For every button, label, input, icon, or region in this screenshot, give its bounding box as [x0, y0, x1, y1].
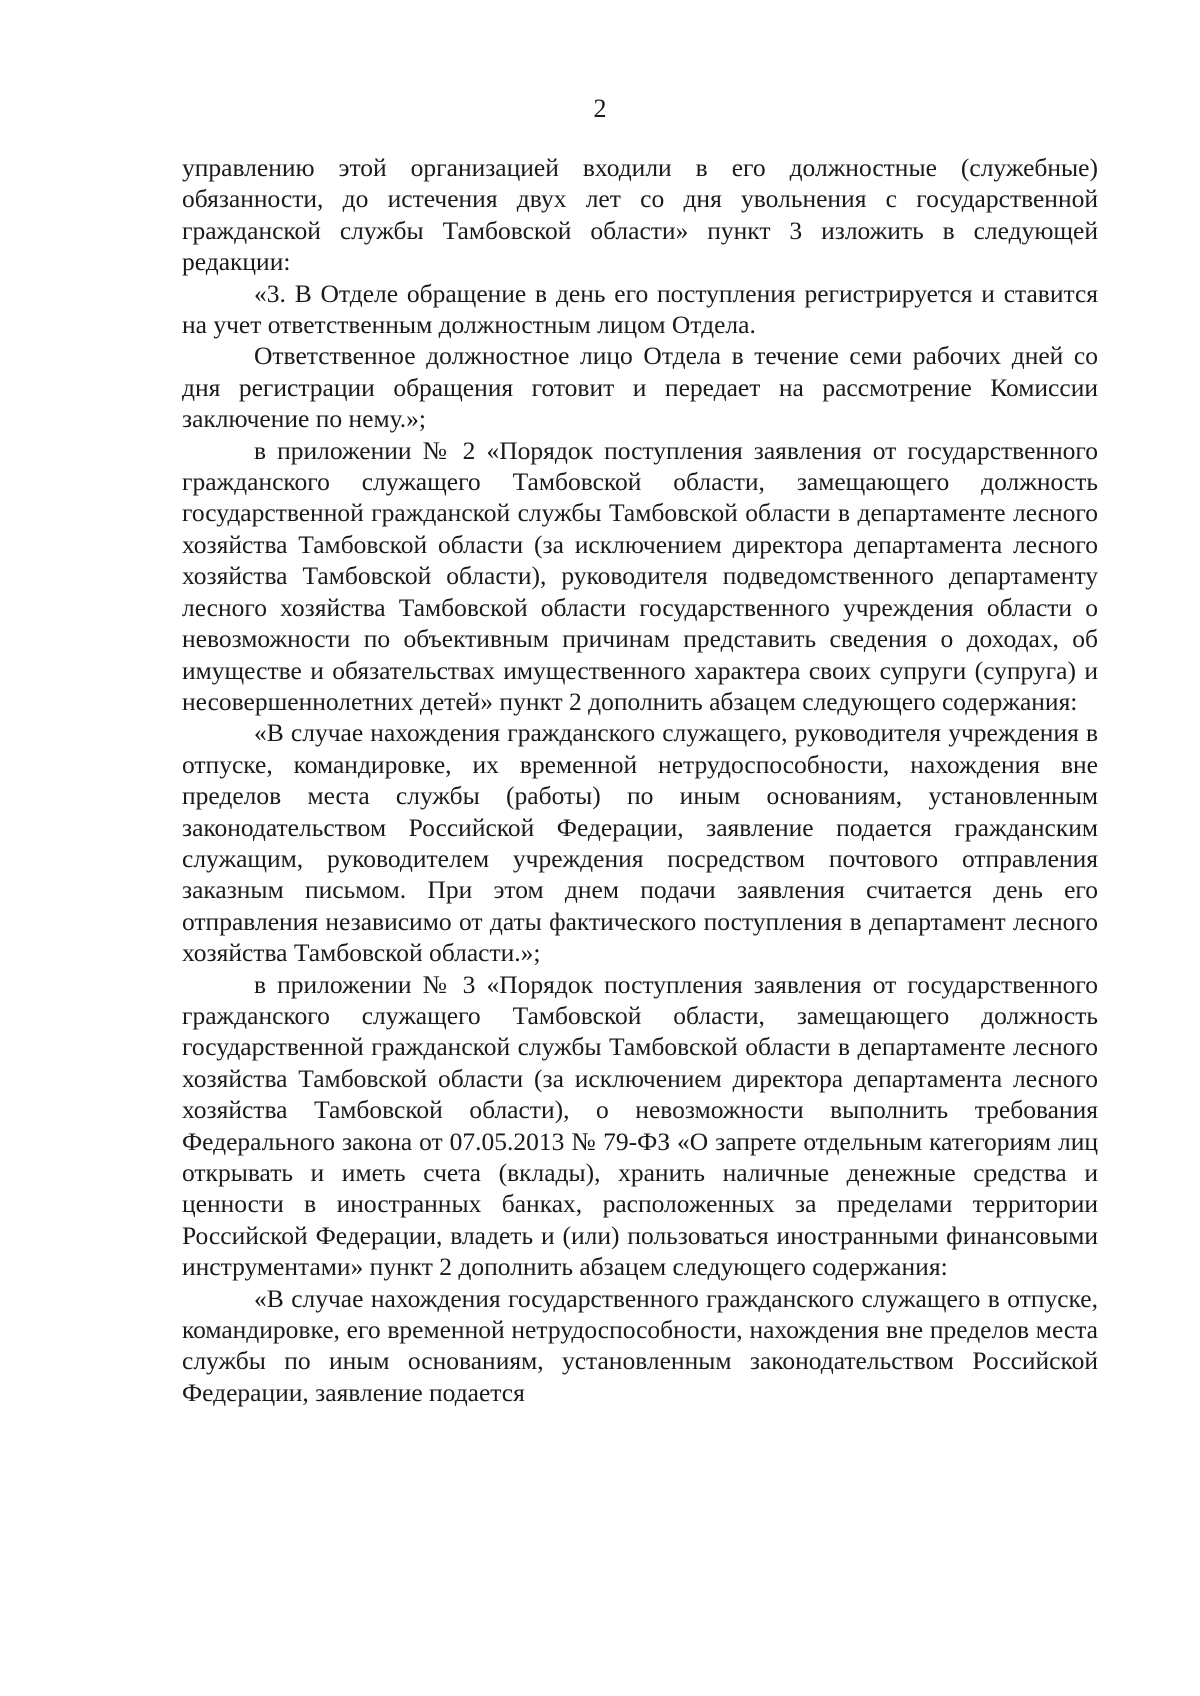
paragraph-point-3: «3. В Отделе обращение в день его поступления регистрируется и ставится на учет ответственным должностным лицом Отдела.: [182, 278, 1098, 340]
document-body: [182, 152, 1098, 1408]
page-number: 2: [593, 94, 607, 123]
paragraph-appendix-3-addition: «В случае нахождения государственного гражданского служащего в отпуске, командировке, его временной нетрудоспособности, нахождения вне пределов места службы по иным основаниям, установленным законодательством Российской Федерации, заявление подается: [182, 1283, 1098, 1407]
paragraph-continuation: управлению этой организацией входили в его должностные (служебные) обязанности, до истечения двух лет со дня увольнения с государственной гражданской службы Тамбовской области» пункт 3 изложить в следующей редакции:: [182, 153, 1098, 277]
paragraph-responsible-person: Ответственное должностное лицо Отдела в течение семи рабочих дней со дня регистрации обращения готовит и передает на рассмотрение Комиссии заключение по нему.»;: [182, 341, 1098, 434]
paragraph-appendix-2: в приложении № 2 «Порядок поступления заявления от государственного гражданского служащего Тамбовской области, замещающего должность государственной гражданской службы Тамбовской области в департаменте лесного хозяйства Тамбовской области (за исключением директора департамента лесного хозяйства Тамбовской области), руководителя подведомственного департаменту лесного хозяйства Тамбовской области государственного учреждения области о невозможности по объективным причинам представить сведения о доходах, об имуществе и обязательствах имущественного характера своих супруги (супруга) и несовершеннолетних детей» пункт 2 дополнить абзацем следующего содержания:: [182, 435, 1098, 716]
paragraph-appendix-2-addition: «В случае нахождения гражданского служащего, руководителя учреждения в отпуске, командировке, их временной нетрудоспособности, нахождения вне пределов места службы (работы) по иным основаниям, установленным законодательством Российской Федерации, заявление подается гражданским служащим, руководителем учреждения посредством почтового отправления заказным письмом. При этом днем подачи заявления считается день его отправления независимо от даты фактического поступления в департамент лесного хозяйства Тамбовской области.»;: [182, 718, 1098, 968]
paragraph-appendix-3: в приложении № 3 «Порядок поступления заявления от государственного гражданского служащего Тамбовской области, замещающего должность государственной гражданской службы Тамбовской области в департаменте лесного хозяйства Тамбовской области (за исключением директора департамента лесного хозяйства Тамбовской области), о невозможности выполнить требования Федерального закона от 07.05.2013 № 79-ФЗ «О запрете отдельным категориям лиц открывать и иметь счета (вклады), хранить наличные денежные средства и ценности в иностранных банках, расположенных за пределами территории Российской Федерации, владеть и (или) пользоваться иностранными финансовыми инструментами» пункт 2 дополнить абзацем следующего содержания:: [182, 969, 1098, 1282]
